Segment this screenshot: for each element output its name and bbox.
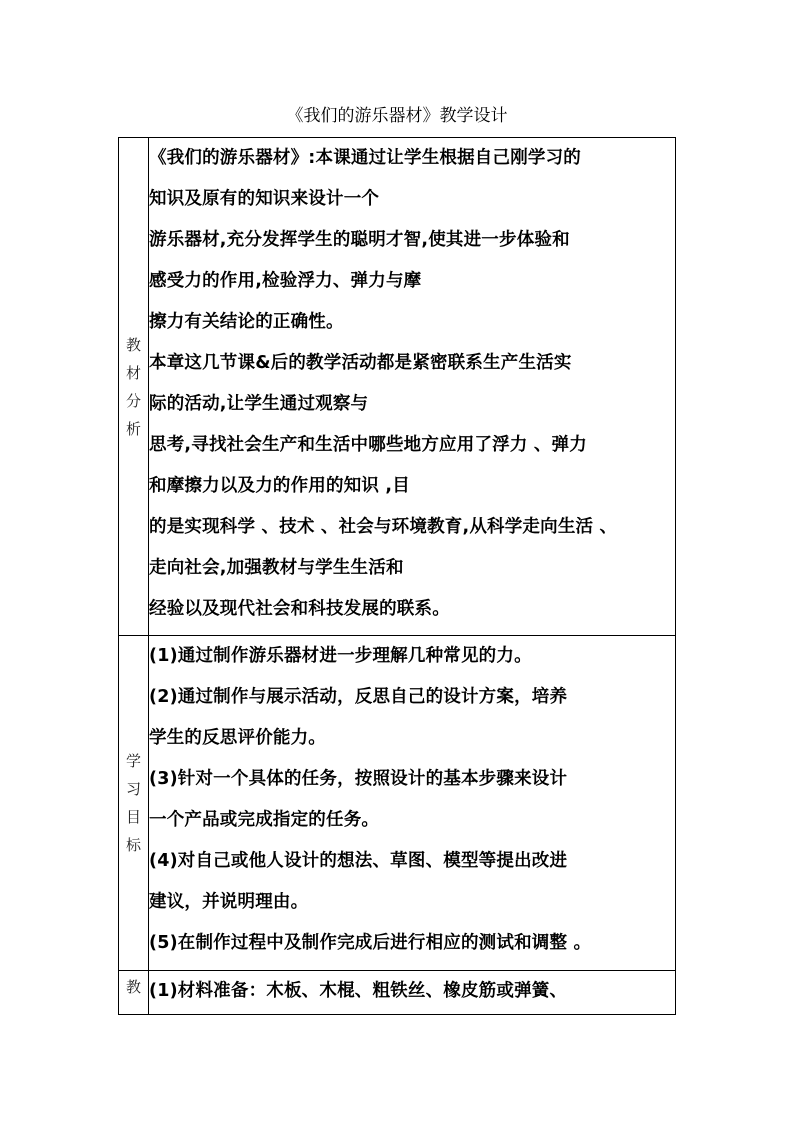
row-label-char: 学	[125, 752, 141, 770]
row-content-teaching-prep	[149, 971, 676, 1015]
row-label-char: 习	[125, 780, 141, 798]
row-label-teaching-prep	[119, 971, 149, 1015]
content-line: 《我们的游乐器材》:本课通过让学生根据自己刚学习的	[149, 148, 581, 168]
content-line: 感受力的作用,检验浮力、弹力与摩	[149, 271, 422, 291]
content-line: (5)在制作过程中及制作完成后进行相应的测试和调整 。	[149, 933, 592, 953]
row-label-learning-goals	[119, 636, 149, 971]
content-line: 思考,寻找社会生产和生活中哪些地方应用了浮力 、弹力	[149, 435, 587, 455]
row-label-char: 材	[125, 363, 141, 382]
row-label-char: 分	[125, 391, 141, 410]
content-line: 走向社会,加强教材与学生生活和	[149, 558, 404, 578]
content-line: (1)材料准备：木板、木棍、粗铁丝、橡皮筋或弹簧、	[149, 981, 568, 1001]
content-line: (2)通过制作与展示活动，反思自己的设计方案，培养	[149, 687, 568, 707]
content-line: (1)通过制作游乐器材进一步理解几种常见的力。	[149, 646, 532, 666]
content-line: 知识及原有的知识来设计一个	[149, 189, 380, 209]
lesson-plan-table	[118, 137, 676, 1015]
content-line: 经验以及现代社会和科技发展的联系。	[149, 599, 450, 619]
table-row-teaching-prep	[119, 971, 676, 1015]
content-line: 建议，并说明理由。	[149, 892, 309, 912]
content-line: 学生的反思评价能力。	[149, 728, 326, 748]
table-row-material-analysis	[119, 138, 676, 636]
content-line: 一个产品或完成指定的任务。	[149, 810, 380, 830]
row-label-char: 目	[125, 808, 141, 826]
document-title: 《我们的游乐器材》教学设计	[286, 106, 508, 126]
content-line: 本章这几节课&后的教学活动都是紧密联系生产生活实	[149, 353, 572, 373]
row-content-material-analysis	[149, 138, 676, 636]
row-label-char: 教	[125, 978, 141, 996]
row-content-learning-goals	[149, 636, 676, 971]
content-line: 和摩擦力以及力的作用的知识 ,目	[149, 476, 410, 496]
content-line: 的是实现科学 、技术 、社会与环境教育,从科学走向生活 、	[149, 517, 618, 537]
row-label-char: 教	[125, 335, 141, 354]
content-line: 擦力有关结论的正确性。	[149, 312, 344, 332]
table-row-learning-goals	[119, 636, 676, 971]
row-label-char: 标	[125, 836, 141, 854]
content-line: 际的活动,让学生通过观察与	[149, 394, 369, 414]
row-label-material-analysis	[119, 138, 149, 636]
row-label-char: 析	[125, 419, 141, 438]
content-line: (3)针对一个具体的任务，按照设计的基本步骤来设计	[149, 769, 568, 789]
content-line: 游乐器材,充分发挥学生的聪明才智,使其进一步体验和	[149, 230, 570, 250]
content-line: (4)对自己或他人设计的想法、草图、模型等提出改进	[149, 851, 568, 871]
